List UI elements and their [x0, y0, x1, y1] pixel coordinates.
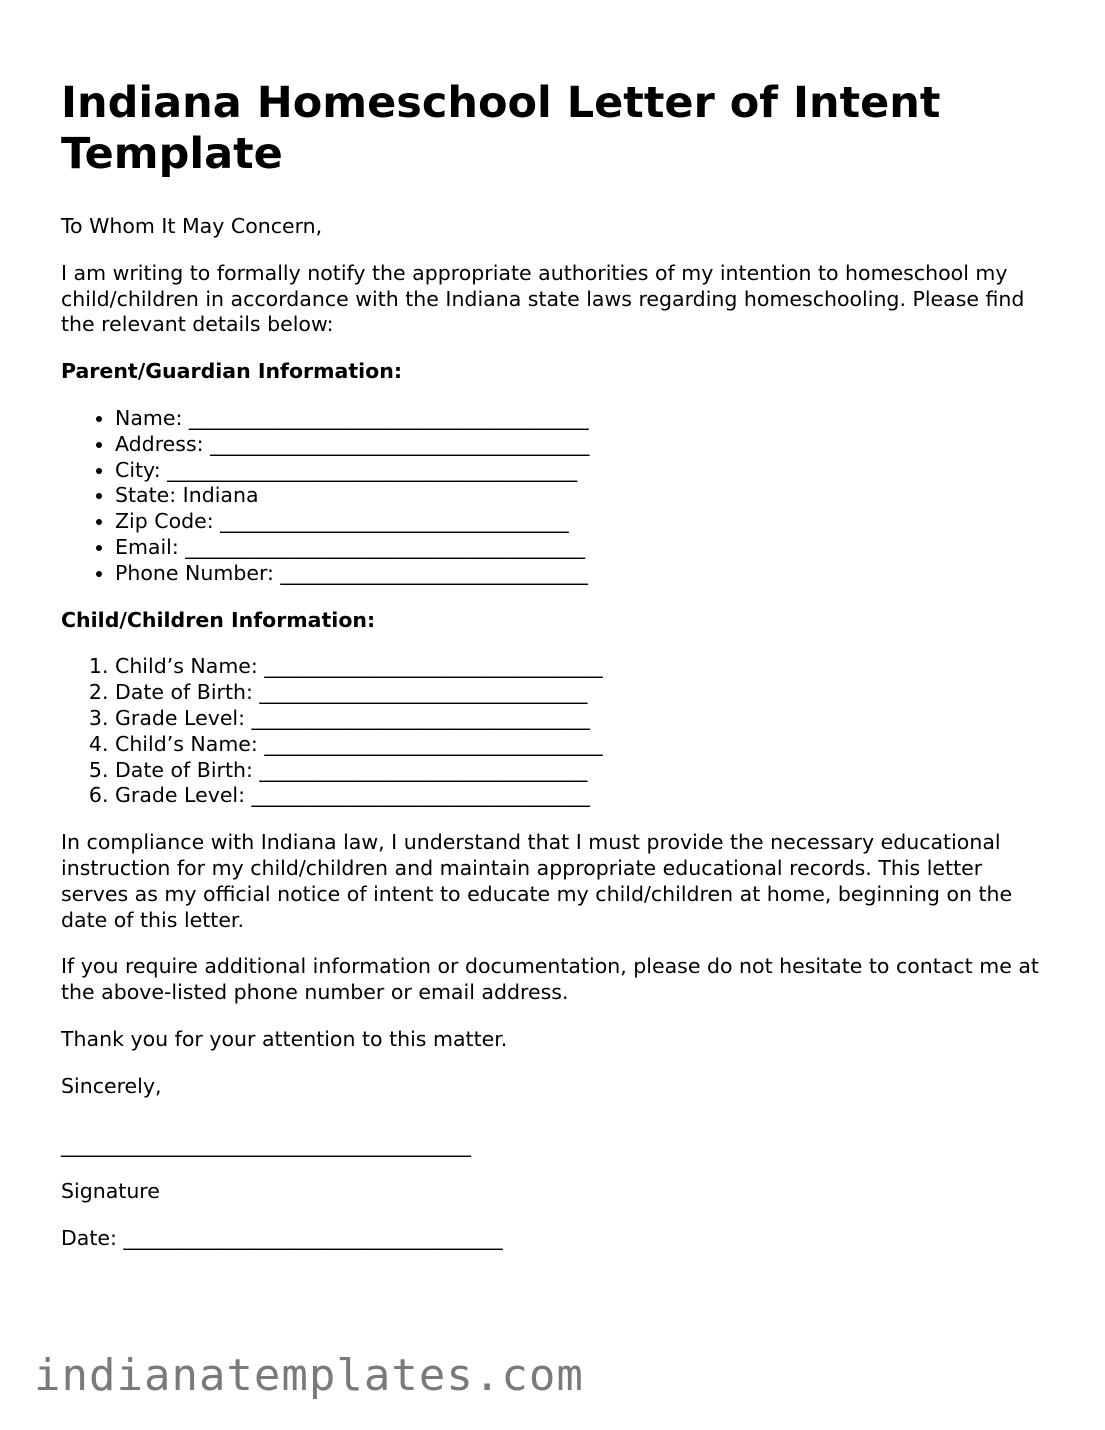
parent-zip-field: • Zip Code: __________________________________	[115, 509, 1051, 535]
parent-info-list	[61, 406, 1051, 587]
parent-name-field: • Name: _______________________________________	[115, 406, 1051, 432]
child-section-heading: Child/Children Information:	[61, 607, 376, 632]
parent-address-field: • Address: _____________________________________	[115, 432, 1051, 458]
parent-state-field: • State: Indiana	[115, 483, 1051, 509]
signature-label: Signature	[61, 1179, 160, 1204]
watermark-text: indianatemplates.com	[34, 1350, 584, 1401]
compliance-paragraph: In compliance with Indiana law, I understand that I must provide the necessary educational instruction for my child/children and maintain appropriate educational records. This letter serves as my official notice of intent to educate my child/children at home, beginning on the date of this letter.	[61, 830, 1013, 932]
parent-email-field: • Email: _______________________________________	[115, 535, 1051, 561]
letter-document	[61, 78, 1051, 1273]
closing-line: Sincerely,	[61, 1073, 162, 1098]
parent-city-field: • City: ________________________________________	[115, 458, 1051, 484]
parent-phone-field: • Phone Number: ______________________________	[115, 561, 1051, 587]
child-name-field: 1. Child’s Name: _________________________________	[115, 654, 1051, 680]
contact-paragraph: If you require additional information or documentation, please do not hesitate to contact me at the above-listed phone number or email address.	[61, 954, 1039, 1005]
parent-section-heading: Parent/Guardian Information:	[61, 359, 403, 384]
child-name-field: 4. Child’s Name: _________________________________	[115, 732, 1051, 758]
child-grade-field: 3. Grade Level: _________________________________	[115, 706, 1051, 732]
signature-line: ________________________________________	[61, 1132, 471, 1157]
child-dob-field: 5. Date of Birth: ________________________________	[115, 758, 1051, 784]
thanks-line: Thank you for your attention to this matter.	[61, 1026, 508, 1051]
intro-paragraph: I am writing to formally notify the appropriate authorities of my intention to homeschool my child/children in accordance with the Indiana state laws regarding homeschooling. Please find the relevant details below:	[61, 260, 1025, 337]
child-grade-field: 6. Grade Level: _________________________________	[115, 783, 1051, 809]
child-dob-field: 2. Date of Birth: ________________________________	[115, 680, 1051, 706]
greeting: To Whom It May Concern,	[61, 214, 323, 238]
date-field: Date: _____________________________________	[61, 1226, 503, 1251]
page-title: Indiana Homeschool Letter of Intent Template	[61, 78, 941, 179]
child-info-list	[61, 654, 1051, 809]
